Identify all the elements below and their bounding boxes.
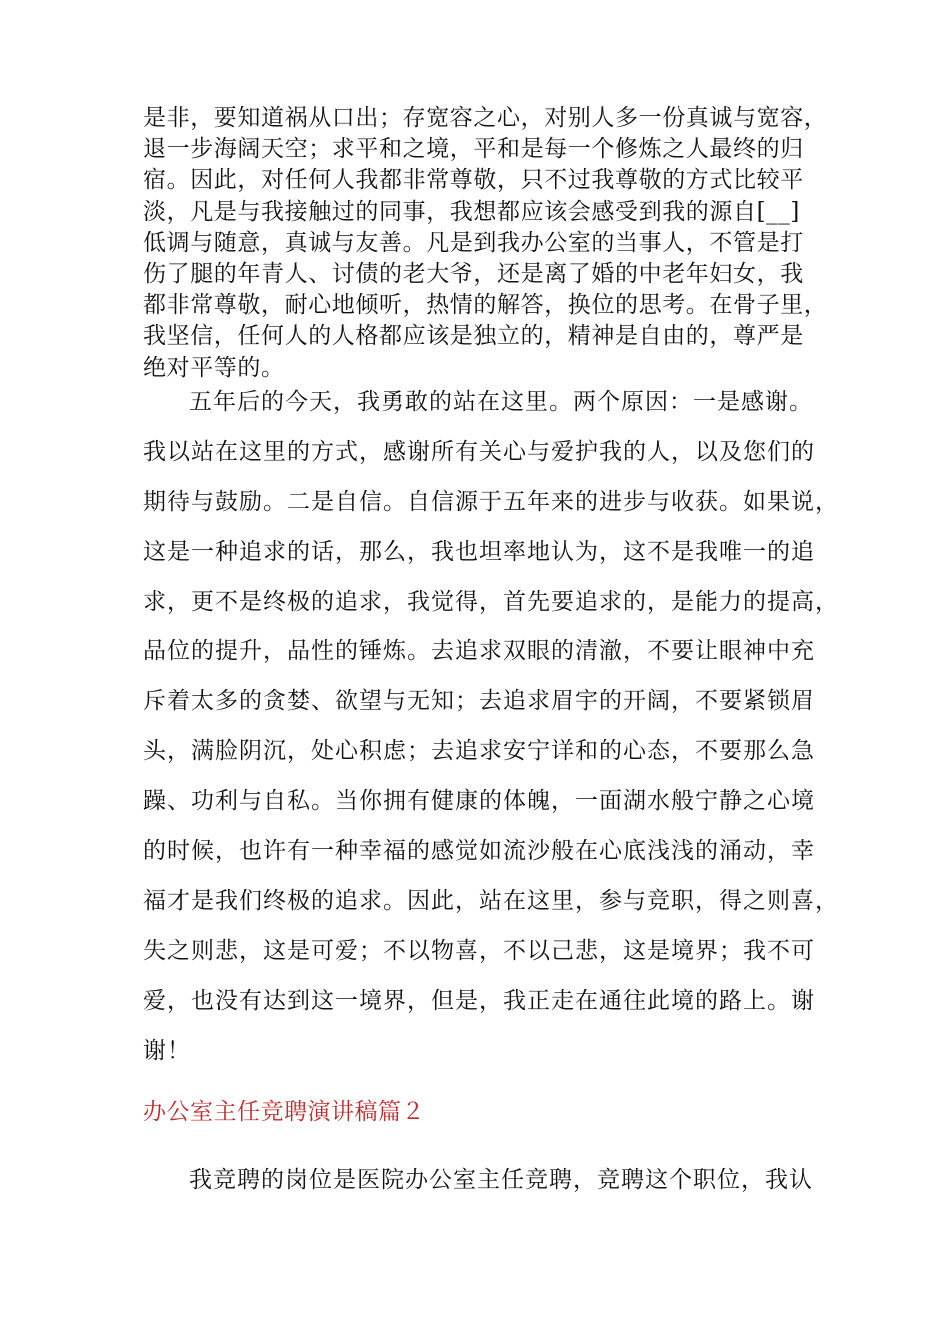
text-line: 头，满脸阴沉，处心积虑；去追求安宁详和的心态，不要那么急 — [143, 738, 815, 765]
text-line: 绝对平等的。 — [143, 354, 285, 381]
text-line: 的时候，也许有一种幸福的感觉如流沙般在心底浅浅的涌动，幸 — [143, 838, 815, 865]
paragraph-five-years-later — [143, 378, 839, 1076]
text-line: 伤了腿的年青人、讨债的老大爷，还是离了婚的中老年妇女，我 — [143, 260, 804, 287]
text-line: 低调与随意，真诚与友善。凡是到我办公室的当事人，不管是打 — [143, 229, 804, 256]
text-line: 淡，凡是与我接触过的同事，我想都应该会感受到我的源自[__] — [143, 198, 800, 225]
section-heading: 办公室主任竞聘演讲稿篇２ — [143, 1099, 425, 1125]
paragraph-position — [143, 1163, 811, 1197]
text-line: 是非，要知道祸从口出；存宽容之心，对别人多一份真诚与宽容， — [143, 105, 828, 131]
text-line: 宿。因此，对任何人我都非常尊敬，只不过我尊敬的方式比较平 — [143, 167, 804, 194]
paragraph-respect — [143, 103, 828, 384]
text-line: 五年后的今天，我勇敢的站在这里。两个原因：一是感谢。 — [189, 389, 813, 415]
text-line: 期待与鼓励。二是自信。自信源于五年来的进步与收获。如果说， — [143, 488, 839, 515]
text-line: 躁、功利与自私。当你拥有健康的体魄，一面湖水般宁静之心境 — [143, 788, 815, 815]
text-line: 失之则悲，这是可爱；不以物喜，不以己悲，这是境界；我不可 — [143, 937, 815, 964]
text-line: 退一步海阔天空；求平和之境，平和是每一个修炼之人最终的归 — [143, 136, 804, 163]
text-line: 这是一种追求的话，那么，我也坦率地认为，这不是我唯一的追 — [143, 538, 815, 565]
text-line: 我竞聘的岗位是医院办公室主任竞聘，竞聘这个职位，我认 — [189, 1167, 813, 1193]
text-line: 求，更不是终极的追求，我觉得，首先要追求的，是能力的提高， — [143, 588, 839, 615]
text-line: 爱，也没有达到这一境界，但是，我正走在通往此境的路上。谢 — [143, 987, 815, 1014]
text-line: 斥着太多的贪婪、欲望与无知；去追求眉宇的开阔，不要紧锁眉 — [143, 688, 815, 715]
text-line: 品位的提升，品性的锤炼。去追求双眼的清澈，不要让眼神中充 — [143, 638, 815, 665]
text-line: 都非常尊敬，耐心地倾听，热情的解答，换位的思考。在骨子里， — [143, 292, 828, 319]
text-line: 我以站在这里的方式，感谢所有关心与爱护我的人，以及您们的 — [143, 438, 815, 465]
text-line: 我坚信，任何人的人格都应该是独立的，精神是自由的，尊严是 — [143, 323, 804, 350]
text-line: 谢！ — [143, 1037, 191, 1064]
text-line: 福才是我们终极的追求。因此，站在这里，参与竞职，得之则喜， — [143, 887, 839, 914]
